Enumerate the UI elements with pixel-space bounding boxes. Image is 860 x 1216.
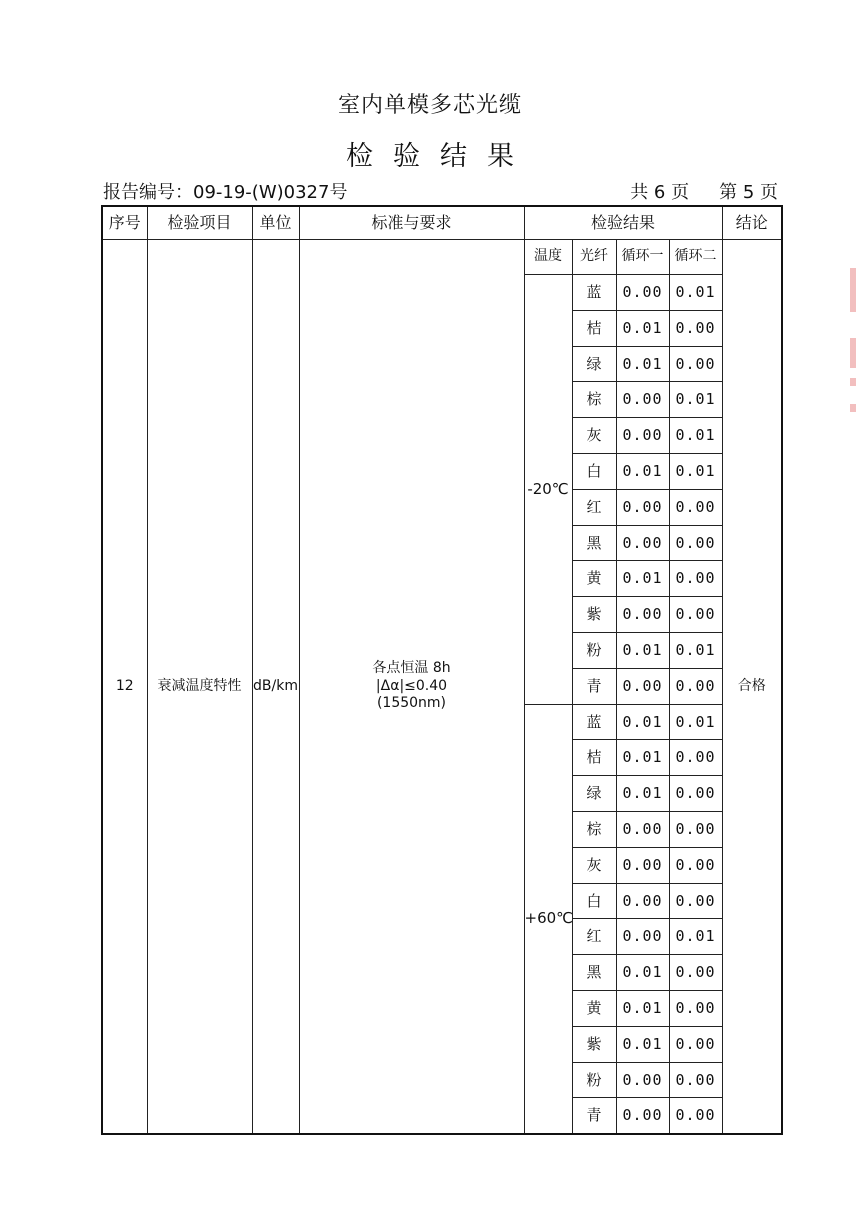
cycle1-value: 0.01 <box>616 632 669 668</box>
cycle1-value: 0.01 <box>616 453 669 489</box>
fiber-color-cell: 黑 <box>572 955 616 991</box>
stamp-mark <box>850 268 856 312</box>
cycle2-value: 0.01 <box>669 704 722 740</box>
cycle2-value: 0.01 <box>669 919 722 955</box>
fiber-color-cell: 黄 <box>572 561 616 597</box>
cycle2-value: 0.00 <box>669 525 722 561</box>
standard-line-2: |Δα|≤0.40 <box>375 677 448 694</box>
cycle2-value: 0.01 <box>669 632 722 668</box>
cycle2-value: 0.01 <box>669 382 722 418</box>
table-subheader-row <box>102 240 782 275</box>
fiber-color-cell: 蓝 <box>572 275 616 311</box>
subcol-cycle1-header: 循环一 <box>616 240 669 275</box>
cycle1-value: 0.01 <box>616 1026 669 1062</box>
cycle1-value: 0.00 <box>616 1062 669 1098</box>
cycle1-value: 0.01 <box>616 310 669 346</box>
report-number: 报告编号：09-19-(W)0327号 <box>103 182 348 203</box>
col-seq-header: 序号 <box>102 206 147 240</box>
cycle2-value: 0.00 <box>669 847 722 883</box>
cycle2-value: 0.01 <box>669 453 722 489</box>
page-indicator <box>600 178 778 204</box>
cycle2-value: 0.00 <box>669 597 722 633</box>
cycle1-value: 0.01 <box>616 346 669 382</box>
cycle1-value: 0.01 <box>616 704 669 740</box>
temperature-cell: -20℃ <box>524 275 572 705</box>
fiber-color-cell: 桔 <box>572 310 616 346</box>
row-item: 衰减温度特性 <box>147 240 252 1135</box>
cycle1-value: 0.01 <box>616 740 669 776</box>
fiber-color-cell: 棕 <box>572 382 616 418</box>
subcol-temp-header: 温度 <box>524 240 572 275</box>
cycle1-value: 0.00 <box>616 525 669 561</box>
results-table <box>101 205 783 1135</box>
cycle1-value: 0.00 <box>616 919 669 955</box>
fiber-color-cell: 紫 <box>572 1026 616 1062</box>
stamp-mark <box>850 338 856 368</box>
temperature-cell: +60℃ <box>524 704 572 1134</box>
col-unit-header: 单位 <box>252 206 299 240</box>
row-seq: 12 <box>102 240 147 1135</box>
row-standard <box>299 240 524 1135</box>
cycle1-value: 0.00 <box>616 847 669 883</box>
cycle1-value: 0.00 <box>616 811 669 847</box>
standard-line-1: 各点恒温 8h <box>372 660 451 677</box>
cycle1-value: 0.00 <box>616 418 669 454</box>
fiber-color-cell: 青 <box>572 668 616 704</box>
fiber-color-cell: 黄 <box>572 990 616 1026</box>
cycle2-value: 0.00 <box>669 346 722 382</box>
fiber-color-cell: 灰 <box>572 418 616 454</box>
fiber-color-cell: 白 <box>572 453 616 489</box>
col-standard-header: 标准与要求 <box>299 206 524 240</box>
pages-total: 共 6 页 <box>630 182 690 203</box>
col-item-header: 检验项目 <box>147 206 252 240</box>
cycle2-value: 0.00 <box>669 561 722 597</box>
stamp-mark <box>850 404 856 412</box>
fiber-color-cell: 粉 <box>572 1062 616 1098</box>
fiber-color-cell: 桔 <box>572 740 616 776</box>
row-conclusion: 合格 <box>722 240 782 1135</box>
cycle2-value: 0.01 <box>669 418 722 454</box>
fiber-color-cell: 粉 <box>572 632 616 668</box>
cycle2-value: 0.00 <box>669 955 722 991</box>
fiber-color-cell: 棕 <box>572 811 616 847</box>
cycle1-value: 0.01 <box>616 776 669 812</box>
cycle2-value: 0.00 <box>669 1026 722 1062</box>
cycle1-value: 0.00 <box>616 1098 669 1134</box>
page-current: 第 5 页 <box>719 182 778 203</box>
subcol-cycle2-header: 循环二 <box>669 240 722 275</box>
cycle1-value: 0.00 <box>616 382 669 418</box>
cycle1-value: 0.00 <box>616 597 669 633</box>
cycle2-value: 0.00 <box>669 1098 722 1134</box>
cycle2-value: 0.00 <box>669 811 722 847</box>
subcol-fiber-header: 光纤 <box>572 240 616 275</box>
document-title: 室内单模多芯光缆 <box>337 93 522 118</box>
fiber-color-cell: 灰 <box>572 847 616 883</box>
fiber-color-cell: 白 <box>572 883 616 919</box>
cycle1-value: 0.00 <box>616 489 669 525</box>
cycle2-value: 0.00 <box>669 776 722 812</box>
fiber-color-cell: 青 <box>572 1098 616 1134</box>
cycle2-value: 0.00 <box>669 883 722 919</box>
col-result-header: 检验结果 <box>524 206 722 240</box>
cycle2-value: 0.00 <box>669 1062 722 1098</box>
cycle1-value: 0.00 <box>616 883 669 919</box>
cycle1-value: 0.00 <box>616 275 669 311</box>
cycle1-value: 0.01 <box>616 955 669 991</box>
cycle1-value: 0.00 <box>616 668 669 704</box>
cycle2-value: 0.00 <box>669 310 722 346</box>
cycle1-value: 0.01 <box>616 990 669 1026</box>
cycle2-value: 0.00 <box>669 668 722 704</box>
cycle2-value: 0.01 <box>669 275 722 311</box>
table-header-row <box>102 206 782 240</box>
fiber-color-cell: 蓝 <box>572 704 616 740</box>
standard-line-3: (1550nm) <box>376 695 447 712</box>
fiber-color-cell: 黑 <box>572 525 616 561</box>
cycle2-value: 0.00 <box>669 489 722 525</box>
fiber-color-cell: 红 <box>572 919 616 955</box>
col-conclusion-header: 结论 <box>722 206 782 240</box>
fiber-color-cell: 绿 <box>572 346 616 382</box>
cycle2-value: 0.00 <box>669 990 722 1026</box>
row-unit: dB/km <box>252 240 299 1135</box>
document-subtitle: 检验结果 <box>346 141 534 172</box>
cycle1-value: 0.01 <box>616 561 669 597</box>
fiber-color-cell: 红 <box>572 489 616 525</box>
cycle2-value: 0.00 <box>669 740 722 776</box>
stamp-mark <box>850 378 856 386</box>
fiber-color-cell: 紫 <box>572 597 616 633</box>
fiber-color-cell: 绿 <box>572 776 616 812</box>
